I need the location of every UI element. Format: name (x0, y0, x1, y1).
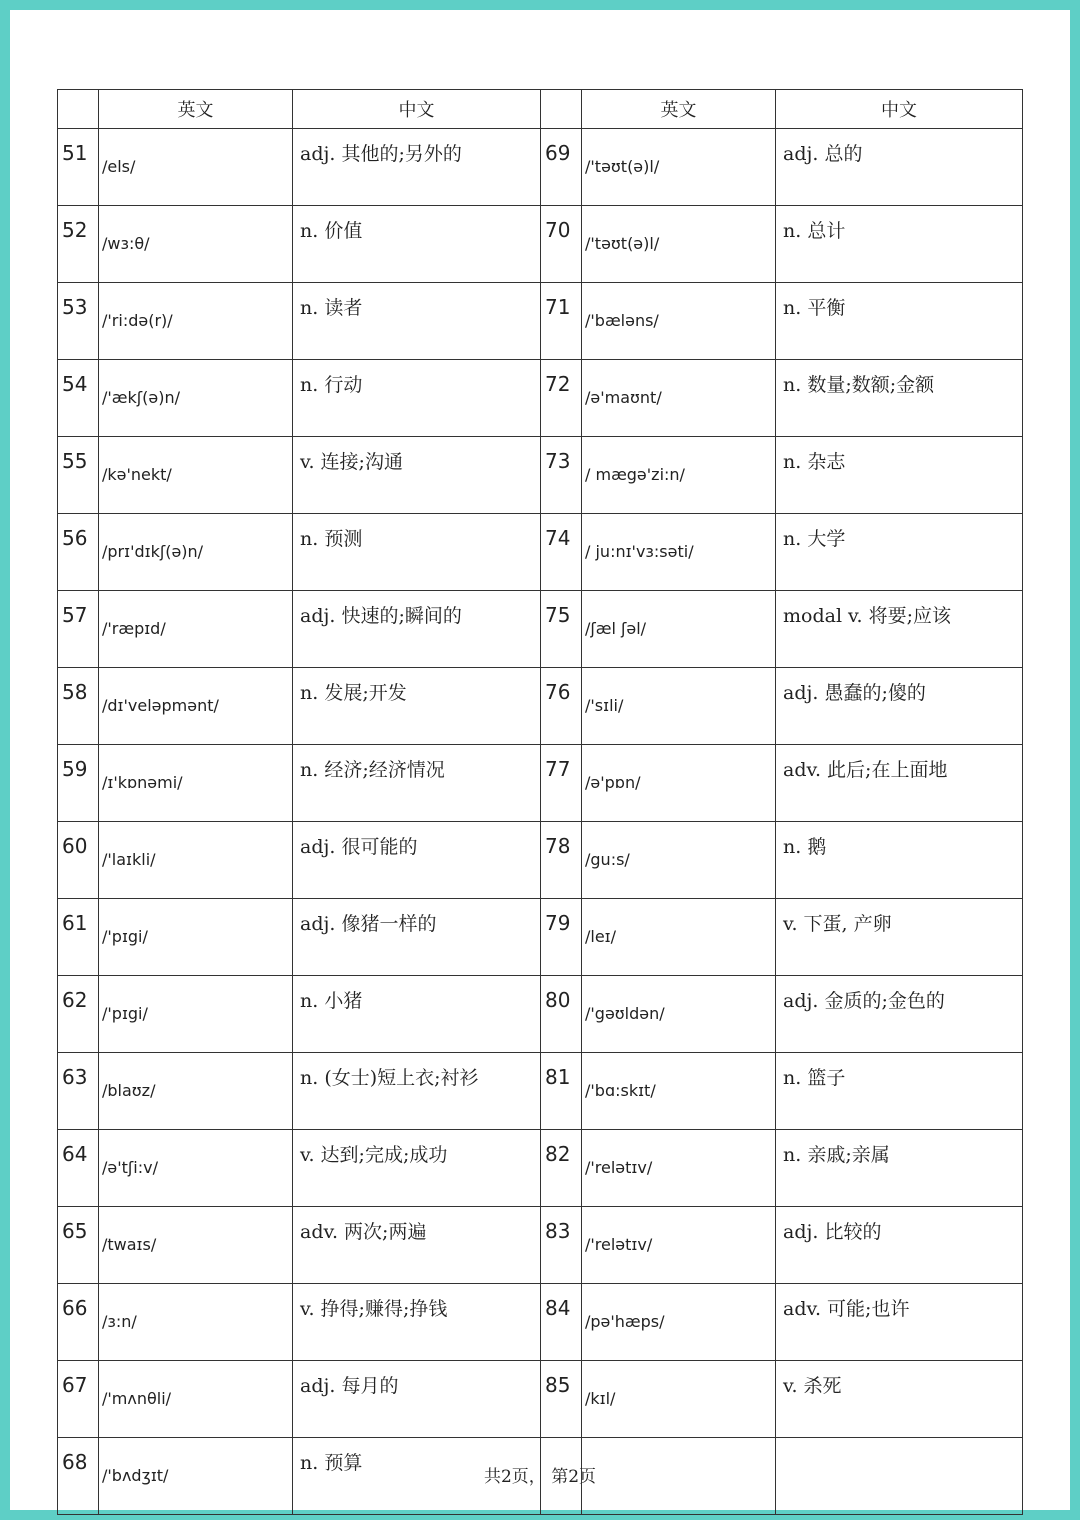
word-number: 72 (541, 360, 582, 437)
word-phonetic: /'pɪgi/ (99, 899, 293, 976)
word-meaning: n. 篮子 (776, 1053, 1023, 1130)
word-phonetic: /'bɑ:skɪt/ (582, 1053, 776, 1130)
word-meaning: v. 挣得;赚得;挣钱 (293, 1284, 541, 1361)
word-phonetic: /els/ (99, 129, 293, 206)
word-number: 52 (58, 206, 99, 283)
word-meaning: adj. 比较的 (776, 1207, 1023, 1284)
word-number: 84 (541, 1284, 582, 1361)
word-meaning: n. 小猪 (293, 976, 541, 1053)
word-number: 67 (58, 1361, 99, 1438)
word-phonetic: /'mʌnθli/ (99, 1361, 293, 1438)
word-phonetic: /ɜ:n/ (99, 1284, 293, 1361)
word-meaning: adj. 每月的 (293, 1361, 541, 1438)
table-row (58, 822, 1023, 899)
word-number: 74 (541, 514, 582, 591)
word-phonetic: /'relətɪv/ (582, 1130, 776, 1207)
word-meaning: n. (女士)短上衣;衬衫 (293, 1053, 541, 1130)
word-number: 54 (58, 360, 99, 437)
word-phonetic: /kə'nekt/ (99, 437, 293, 514)
word-meaning: adv. 两次;两遍 (293, 1207, 541, 1284)
word-number: 83 (541, 1207, 582, 1284)
word-meaning: v. 下蛋, 产卵 (776, 899, 1023, 976)
word-number: 73 (541, 437, 582, 514)
word-phonetic: /'ræpɪd/ (99, 591, 293, 668)
word-meaning: adv. 可能;也许 (776, 1284, 1023, 1361)
word-phonetic: /'təʊt(ə)l/ (582, 206, 776, 283)
word-phonetic: / mægə'zi:n/ (582, 437, 776, 514)
word-meaning: v. 连接;沟通 (293, 437, 541, 514)
word-meaning: adj. 很可能的 (293, 822, 541, 899)
word-meaning: n. 大学 (776, 514, 1023, 591)
word-number: 82 (541, 1130, 582, 1207)
table-row (58, 437, 1023, 514)
word-phonetic: /kɪl/ (582, 1361, 776, 1438)
word-phonetic: /'ri:də(r)/ (99, 283, 293, 360)
word-number: 55 (58, 437, 99, 514)
table-row (58, 283, 1023, 360)
table-header-row (58, 90, 1023, 129)
word-number: 53 (58, 283, 99, 360)
word-number: 51 (58, 129, 99, 206)
word-number: 77 (541, 745, 582, 822)
word-meaning: v. 达到;完成;成功 (293, 1130, 541, 1207)
table-row (58, 668, 1023, 745)
word-meaning: n. 平衡 (776, 283, 1023, 360)
word-number: 68 (58, 1438, 99, 1515)
word-phonetic: /ə'maʊnt/ (582, 360, 776, 437)
word-number: 56 (58, 514, 99, 591)
word-meaning: n. 数量;数额;金额 (776, 360, 1023, 437)
word-meaning: adj. 像猪一样的 (293, 899, 541, 976)
word-meaning: n. 预测 (293, 514, 541, 591)
word-phonetic: /'laɪkli/ (99, 822, 293, 899)
word-phonetic: /'relətɪv/ (582, 1207, 776, 1284)
word-number: 80 (541, 976, 582, 1053)
word-meaning: n. 杂志 (776, 437, 1023, 514)
word-meaning: adj. 总的 (776, 129, 1023, 206)
word-phonetic: /pə'hæps/ (582, 1284, 776, 1361)
word-phonetic: /'sɪli/ (582, 668, 776, 745)
word-number: 66 (58, 1284, 99, 1361)
header-num-right (541, 90, 582, 129)
word-meaning: adj. 其他的;另外的 (293, 129, 541, 206)
word-phonetic: /ʃæl ʃəl/ (582, 591, 776, 668)
table-row (58, 1130, 1023, 1207)
word-phonetic: /'bæləns/ (582, 283, 776, 360)
table-row (58, 745, 1023, 822)
word-phonetic: /dɪ'veləpmənt/ (99, 668, 293, 745)
document-page (10, 10, 1070, 1510)
word-meaning: n. 亲戚;亲属 (776, 1130, 1023, 1207)
table-row (58, 1207, 1023, 1284)
table-row (58, 206, 1023, 283)
header-english-left: 英文 (99, 90, 293, 129)
word-meaning: n. 价值 (293, 206, 541, 283)
word-number: 85 (541, 1361, 582, 1438)
table-body (58, 129, 1023, 1515)
table-row (58, 360, 1023, 437)
word-number: 58 (58, 668, 99, 745)
word-phonetic: / ju:nɪ'vɜ:səti/ (582, 514, 776, 591)
word-meaning: adj. 快速的;瞬间的 (293, 591, 541, 668)
table-row (58, 514, 1023, 591)
word-phonetic: /ə'tʃi:v/ (99, 1130, 293, 1207)
word-meaning: adj. 金质的;金色的 (776, 976, 1023, 1053)
word-number: 63 (58, 1053, 99, 1130)
word-number: 75 (541, 591, 582, 668)
page-footer: 共2页， 第2页 (483, 1467, 597, 1487)
word-meaning: n. 经济;经济情况 (293, 745, 541, 822)
word-meaning: modal v. 将要;应该 (776, 591, 1023, 668)
table-row (58, 1284, 1023, 1361)
word-number: 65 (58, 1207, 99, 1284)
word-phonetic: /'bʌdʒɪt/ (99, 1438, 293, 1515)
word-meaning: n. 预算 (293, 1438, 541, 1515)
word-meaning: n. 总计 (776, 206, 1023, 283)
word-phonetic: /prɪ'dɪkʃ(ə)n/ (99, 514, 293, 591)
word-phonetic: /'təʊt(ə)l/ (582, 129, 776, 206)
header-english-right: 英文 (582, 90, 776, 129)
word-phonetic: /'ækʃ(ə)n/ (99, 360, 293, 437)
word-phonetic: /twaɪs/ (99, 1207, 293, 1284)
word-phonetic: /leɪ/ (582, 899, 776, 976)
word-number: 81 (541, 1053, 582, 1130)
word-number: 64 (58, 1130, 99, 1207)
table-row (58, 976, 1023, 1053)
word-meaning: n. 行动 (293, 360, 541, 437)
word-meaning: n. 发展;开发 (293, 668, 541, 745)
header-chinese-left: 中文 (293, 90, 541, 129)
word-meaning: adj. 愚蠢的;傻的 (776, 668, 1023, 745)
word-phonetic: /ə'pɒn/ (582, 745, 776, 822)
word-number: 78 (541, 822, 582, 899)
word-number: 62 (58, 976, 99, 1053)
word-number: 57 (58, 591, 99, 668)
word-phonetic: /ɪ'kɒnəmi/ (99, 745, 293, 822)
word-phonetic: /wɜ:θ/ (99, 206, 293, 283)
word-meaning: v. 杀死 (776, 1361, 1023, 1438)
word-number: 60 (58, 822, 99, 899)
word-phonetic: /blaʊz/ (99, 1053, 293, 1130)
word-meaning: n. 鹅 (776, 822, 1023, 899)
word-number: 61 (58, 899, 99, 976)
table-row (58, 899, 1023, 976)
table-row (58, 1053, 1023, 1130)
word-meaning: n. 读者 (293, 283, 541, 360)
word-phonetic: /'pɪgi/ (99, 976, 293, 1053)
table-row (58, 591, 1023, 668)
table-row (58, 1361, 1023, 1438)
word-number: 79 (541, 899, 582, 976)
word-phonetic: /'gəʊldən/ (582, 976, 776, 1053)
vocabulary-table (57, 89, 1023, 1515)
header-chinese-right: 中文 (776, 90, 1023, 129)
word-number: 71 (541, 283, 582, 360)
word-number: 59 (58, 745, 99, 822)
word-number: 70 (541, 206, 582, 283)
header-num-left (58, 90, 99, 129)
word-phonetic: /gu:s/ (582, 822, 776, 899)
table-row (58, 129, 1023, 206)
word-number: 69 (541, 129, 582, 206)
word-meaning: adv. 此后;在上面地 (776, 745, 1023, 822)
word-number: 76 (541, 668, 582, 745)
